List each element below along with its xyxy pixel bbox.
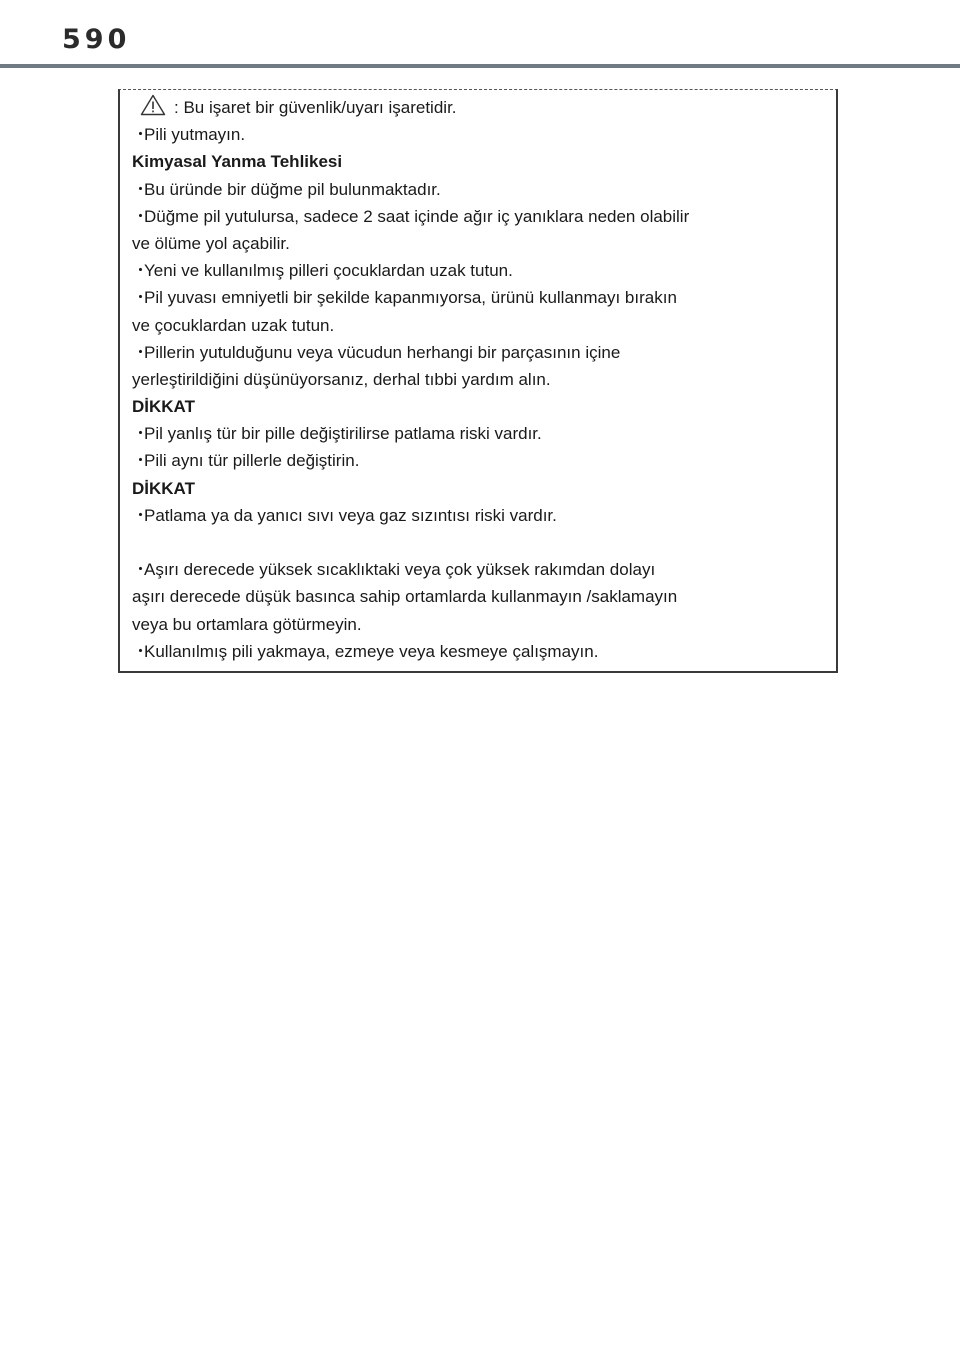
continuation-line: ve çocuklardan uzak tutun.: [132, 315, 335, 335]
bullet-marker: ・: [132, 342, 149, 362]
bullet-item: [132, 447, 832, 474]
warning-triangle-icon: [140, 94, 166, 116]
page-number: 590: [62, 24, 131, 55]
section-heading: DİKKAT: [132, 478, 195, 498]
bullet-marker: ・: [132, 641, 149, 661]
blank-line: [132, 529, 832, 556]
bullet-item: [132, 203, 832, 230]
bullet-marker: ・: [132, 288, 149, 308]
continuation-line: veya bu ortamlara götürmeyin.: [132, 614, 362, 634]
bullet-text: Bu üründe bir düğme pil bulunmaktadır.: [144, 179, 441, 199]
bullet-text: Kullanılmış pili yakmaya, ezmeye veya kesmeye çalışmayın.: [144, 641, 599, 661]
bullet-text: Pili aynı tür pillerle değiştirin.: [144, 451, 360, 471]
bullet-text: Pili yutmayın.: [144, 125, 246, 145]
warning-text-block: [132, 94, 832, 665]
bullet-text: Aşırı derecede yüksek sıcaklıktaki veya çok yüksek rakımdan dolayı: [144, 560, 656, 580]
bullet-text: Pil yanlış tür bir pille değiştirilirse patlama riski vardır.: [144, 424, 542, 444]
header-divider: [0, 64, 960, 68]
bullet-item: [132, 502, 832, 529]
warning-intro-line: [132, 94, 832, 121]
bullet-text: Yeni ve kullanılmış pilleri çocuklardan uzak tutun.: [144, 261, 513, 281]
bullet-item: [132, 339, 832, 366]
bullet-item: [132, 284, 832, 311]
bullet-item: [132, 257, 832, 284]
bullet-item: [132, 420, 832, 447]
bullet-item: [132, 638, 832, 665]
section-heading: Kimyasal Yanma Tehlikesi: [132, 152, 343, 172]
bullet-item: [132, 556, 832, 583]
bullet-item: [132, 121, 832, 148]
bullet-text: Pil yuvası emniyetli bir şekilde kapanmıyorsa, ürünü kullanmayı bırakın: [144, 288, 677, 308]
warning-intro-text: : Bu işaret bir güvenlik/uyarı işaretidir.: [174, 98, 457, 117]
bullet-marker: ・: [132, 125, 149, 145]
battery-warning-box: [118, 89, 838, 673]
bullet-marker: ・: [132, 206, 149, 226]
bullet-marker: ・: [132, 424, 149, 444]
bullet-marker: ・: [132, 261, 149, 281]
bullet-marker: ・: [132, 560, 149, 580]
continuation-line: yerleştirildiğini düşünüyorsanız, derhal tıbbi yardım alın.: [132, 369, 551, 389]
section-heading: DİKKAT: [132, 397, 195, 417]
bullet-marker: ・: [132, 179, 149, 199]
bullet-item: [132, 176, 832, 203]
bullet-marker: ・: [132, 451, 149, 471]
continuation-line: ve ölüme yol açabilir.: [132, 233, 290, 253]
bullet-marker: ・: [132, 505, 149, 525]
bullet-text: Pillerin yutulduğunu veya vücudun herhangi bir parçasının içine: [144, 342, 621, 362]
bullet-text: Düğme pil yutulursa, sadece 2 saat içinde ağır iç yanıklara neden olabilir: [144, 206, 690, 226]
continuation-line: aşırı derecede düşük basınca sahip ortamlarda kullanmayın /saklamayın: [132, 587, 678, 607]
bullet-text: Patlama ya da yanıcı sıvı veya gaz sızıntısı riski vardır.: [144, 505, 557, 525]
